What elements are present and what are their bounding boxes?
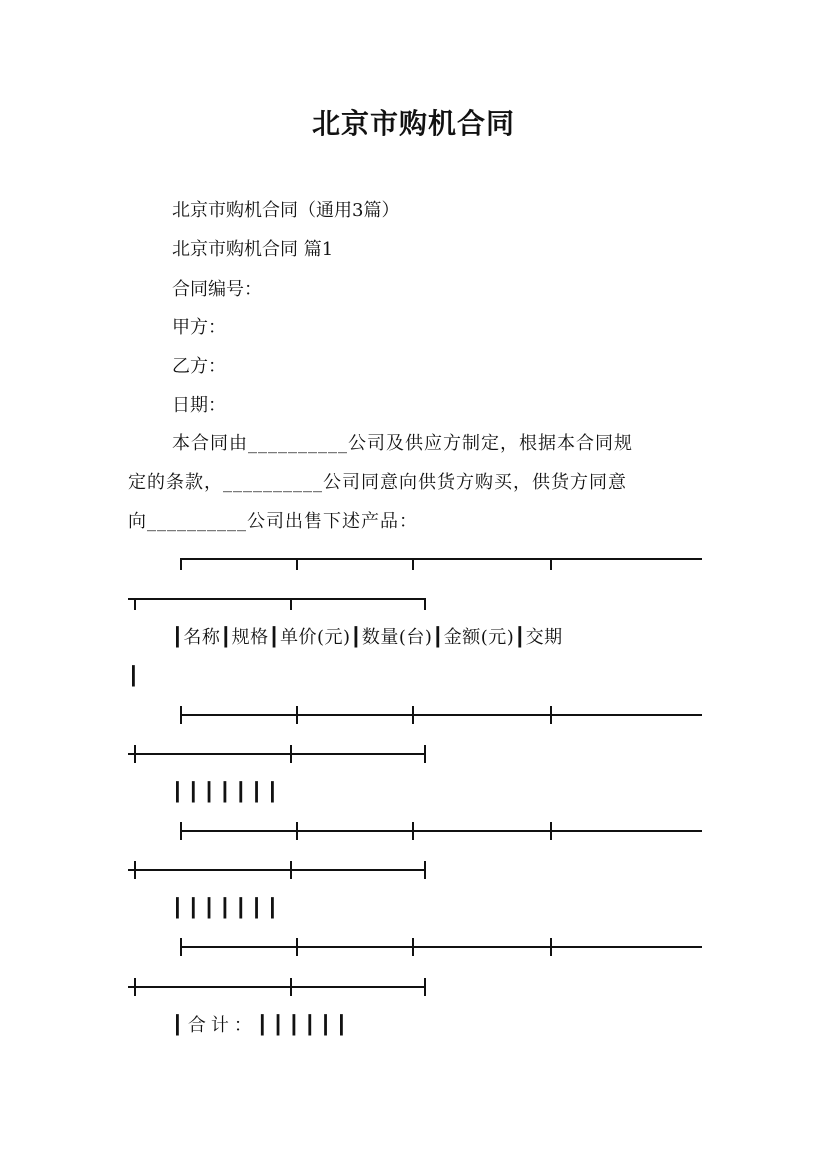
date-label: 日期：: [172, 395, 226, 416]
body-paragraph-line-3: 向__________公司出售下述产品：: [128, 511, 418, 532]
subtitle-line: 北京市购机合同（通用3篇）: [172, 200, 400, 221]
table-header-tail: ┃: [128, 666, 139, 687]
table-empty-row: ┃┃┃┃┃┃┃: [172, 782, 283, 803]
section-heading: 北京市购机合同 篇1: [172, 239, 334, 260]
body-paragraph-line-1: 本合同由__________公司及供应方制定，根据本合同规: [172, 433, 633, 454]
document-title: 北京市购机合同: [311, 107, 515, 140]
table-empty-row: ┃┃┃┃┃┃┃: [172, 898, 283, 919]
contract-number-label: 合同编号：: [172, 279, 262, 300]
table-header-row: ┃名称┃规格┃单价(元)┃数量(台)┃金额(元)┃交期: [172, 627, 563, 648]
body-paragraph-line-2: 定的条款，__________公司同意向供货方购买，供货方同意: [128, 472, 627, 493]
party-a-label: 甲方：: [172, 317, 226, 338]
party-b-label: 乙方：: [172, 356, 226, 377]
table-total-row: ┃合计：┃┃┃┃┃┃: [172, 1015, 352, 1036]
